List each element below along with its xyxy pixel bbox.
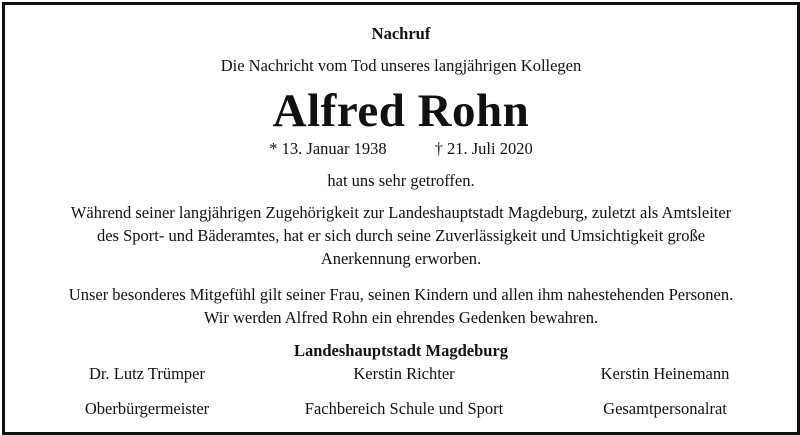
deceased-name: Alfred Rohn bbox=[272, 85, 530, 137]
paragraph1-line: Während seiner langjährigen Zugehörigkeit zur Landeshauptstadt Magdeburg, zuletzt als Amtsleiter bbox=[70, 203, 732, 222]
paragraph2-line: Unser besonderes Mitgefühl gilt seiner Frau, seinen Kindern und allen ihm nahestehenden Personen. bbox=[68, 285, 734, 304]
affected-text: hat uns sehr getroffen. bbox=[327, 171, 475, 190]
signatory-name: Kerstin Heinemann bbox=[600, 364, 730, 383]
obituary-frame bbox=[2, 2, 800, 435]
signatory-name: Dr. Lutz Trümper bbox=[89, 364, 205, 383]
organization-name: Landeshauptstadt Magdeburg bbox=[293, 341, 509, 360]
signatory-role: Oberbürgermeister bbox=[84, 399, 210, 418]
signatory-name: Kerstin Richter bbox=[353, 364, 455, 383]
life-dates bbox=[5, 139, 797, 159]
signatory-role: Fachbereich Schule und Sport bbox=[304, 399, 504, 418]
intro-text: Die Nachricht vom Tod unseres langjährigen Kollegen bbox=[220, 56, 582, 75]
birth-date: * 13. Januar 1938 bbox=[269, 139, 387, 158]
paragraph1-line: Anerkennung erworben. bbox=[320, 249, 482, 268]
paragraph2-line: Wir werden Alfred Rohn ein ehrendes Gedenken bewahren. bbox=[203, 308, 599, 327]
obituary-heading: Nachruf bbox=[371, 24, 431, 43]
signatory-role: Gesamtpersonalrat bbox=[603, 399, 727, 418]
death-date: † 21. Juli 2020 bbox=[434, 139, 533, 158]
paragraph1-line: des Sport- und Bäderamtes, hat er sich durch seine Zuverlässigkeit und Umsichtigkeit große bbox=[96, 226, 706, 245]
